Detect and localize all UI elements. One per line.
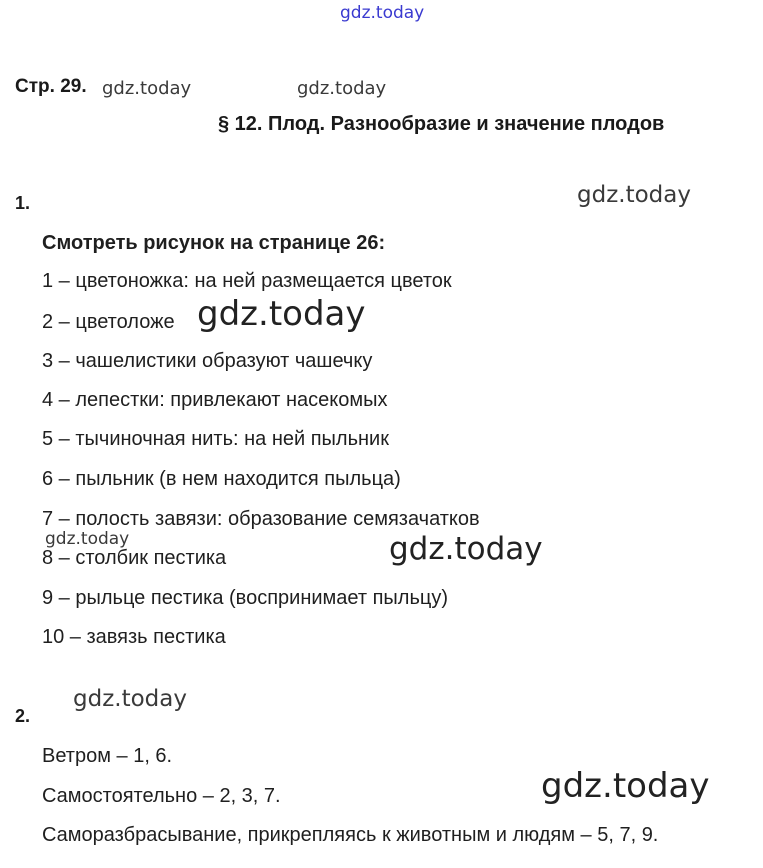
task-number: 2. — [15, 706, 31, 726]
watermark: gdz.today — [102, 78, 192, 99]
list-item: 5 – тычиночная нить: на ней пыльник — [42, 428, 389, 450]
list-item: 2 – цветоложе — [42, 311, 175, 333]
list-item: 9 – рыльце пестика (воспринимает пыльцу) — [42, 587, 448, 609]
page-reference: Стр. 29. — [15, 76, 87, 97]
answer-line: Ветром – 1, 6. — [42, 745, 173, 767]
watermark: gdz.today — [541, 766, 710, 806]
watermark: gdz.today — [577, 182, 691, 208]
watermark: gdz.today — [389, 531, 543, 567]
watermark: gdz.today — [45, 529, 130, 549]
answer-line: Саморазбрасывание, прикрепляясь к животным и людям – 5, 7, 9. — [42, 824, 659, 846]
watermark: gdz.today — [340, 3, 425, 23]
list-item: 1 – цветоножка: на ней размещается цветок — [42, 270, 452, 292]
task-number: 1. — [15, 193, 31, 213]
list-item: 8 – столбик пестика — [42, 547, 227, 569]
list-item: 10 – завязь пестика — [42, 626, 226, 648]
list-item: 6 – пыльник (в нем находится пыльца) — [42, 468, 401, 490]
paragraph-title: § 12. Плод. Разнообразие и значение плодов — [218, 113, 665, 135]
task-intro: Смотреть рисунок на странице 26: — [42, 232, 386, 254]
watermark: gdz.today — [73, 686, 187, 712]
list-item: 3 – чашелистики образуют чашечку — [42, 350, 373, 372]
list-item: 4 – лепестки: привлекают насекомых — [42, 389, 388, 411]
list-item: 7 – полость завязи: образование семязачатков — [42, 508, 480, 530]
answer-line: Самостоятельно – 2, 3, 7. — [42, 785, 281, 807]
watermark: gdz.today — [297, 78, 387, 99]
watermark: gdz.today — [197, 294, 366, 334]
